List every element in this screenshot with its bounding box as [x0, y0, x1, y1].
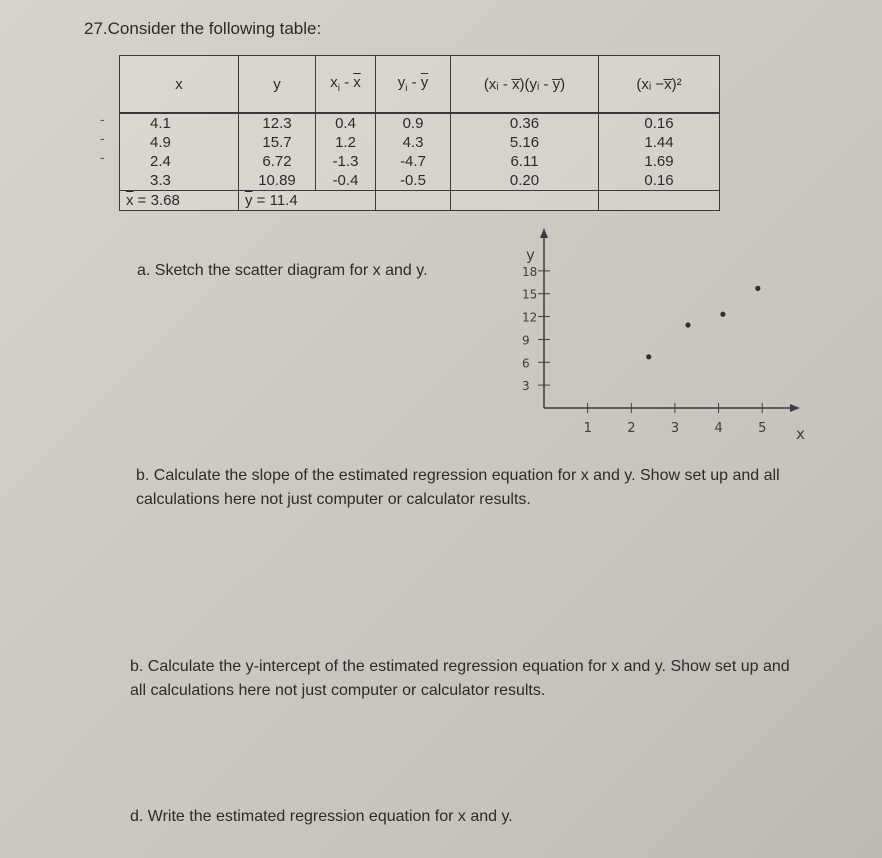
x-tick-label: 5: [758, 421, 767, 436]
header-x-squared: (xᵢ −x̅)²: [599, 56, 720, 114]
plot-axes: [526, 228, 805, 443]
header-x: x: [120, 56, 239, 114]
header-x-deviation: $x_i - \overline{x}$: [316, 56, 376, 114]
table-header-row: [120, 56, 720, 114]
table-cell: 3.3: [120, 171, 239, 191]
table-cell: 4.9: [120, 133, 239, 152]
table-cell: -1.3: [316, 152, 376, 171]
plot-points: [646, 286, 760, 360]
scatter-point: [755, 286, 760, 291]
table-row: [120, 171, 720, 191]
margin-check-marks: [100, 111, 105, 168]
table-row: [120, 133, 720, 152]
table-cell: 10.89: [239, 171, 316, 191]
table-footer-row: [120, 191, 720, 211]
table-cell: 6.11: [451, 152, 599, 171]
table-cell: 6.72: [239, 152, 316, 171]
table-cell: 0.20: [451, 171, 599, 191]
header-y-deviation: $y_i - \overline{y}$: [376, 56, 451, 114]
table-cell: 0.16: [599, 113, 720, 133]
question-title: [84, 19, 321, 39]
empty-cell: [599, 191, 720, 211]
question-text: Consider the following table:: [107, 19, 322, 38]
table-cell: 1.44: [599, 133, 720, 152]
y-tick-label: 12: [522, 310, 538, 325]
table-cell: 0.16: [599, 171, 720, 191]
y-tick-label: 6: [522, 356, 530, 371]
table-cell: 15.7: [239, 133, 316, 152]
table-row: [120, 152, 720, 171]
part-b-intercept-prompt: b. Calculate the y-intercept of the estimated regression equation for x and y. Show set up and all calculations here not just computer or calculator results.: [130, 658, 790, 699]
table-cell: 0.9: [376, 113, 451, 133]
x-mean-cell: $\overline{x} = 3.68$: [120, 191, 239, 211]
empty-cell: [451, 191, 599, 211]
x-arrow-icon: [790, 404, 800, 412]
part-a-prompt: a. Sketch the scatter diagram for x and y.: [137, 262, 428, 279]
check-mark-icon: -: [100, 111, 105, 127]
header-y: y: [239, 56, 316, 114]
table-cell: -4.7: [376, 152, 451, 171]
scatter-point: [646, 354, 651, 359]
check-mark-icon: -: [100, 130, 105, 146]
question-number: 27.: [84, 19, 108, 38]
table-cell: 4.1: [120, 113, 239, 133]
table-cell: 1.2: [316, 133, 376, 152]
plot-ticks: [522, 265, 766, 436]
part-b-slope-prompt: b. Calculate the slope of the estimated regression equation for x and y. Show set up and all calculations here not just computer or calculator results.: [136, 467, 780, 508]
scatter-point: [720, 312, 725, 317]
x-tick-label: 3: [670, 421, 680, 436]
y-tick-label: 3: [522, 379, 530, 394]
x-tick-label: 2: [627, 421, 636, 436]
table-cell: -0.5: [376, 171, 451, 191]
table-cell: -0.4: [316, 171, 376, 191]
check-mark-icon: -: [100, 149, 105, 165]
header-product: (xᵢ - x̅)(yᵢ - y̅): [451, 56, 599, 114]
table-row: [120, 113, 720, 133]
y-axis-label: y: [526, 246, 535, 264]
table-cell: 2.4: [120, 152, 239, 171]
table-cell: 0.4: [316, 113, 376, 133]
table-cell: 12.3: [239, 113, 316, 133]
x-axis-label: x: [796, 425, 805, 443]
table-cell: 4.3: [376, 133, 451, 152]
empty-cell: [376, 191, 451, 211]
table-cell: 5.16: [451, 133, 599, 152]
table-cell: 1.69: [599, 152, 720, 171]
x-tick-label: 4: [714, 421, 723, 436]
scatter-point: [685, 322, 690, 327]
data-table: [119, 55, 720, 211]
y-arrow-icon: [540, 228, 548, 238]
part-d-prompt: d. Write the estimated regression equation for x and y.: [130, 808, 513, 825]
y-tick-label: 15: [522, 287, 538, 302]
y-tick-label: 9: [522, 333, 530, 348]
y-tick-label: 18: [522, 264, 538, 279]
x-tick-label: 1: [583, 421, 592, 436]
table-cell: 0.36: [451, 113, 599, 133]
scatter-plot: [500, 230, 805, 445]
y-mean-cell: $\overline{y} = 11.4$: [239, 191, 376, 211]
